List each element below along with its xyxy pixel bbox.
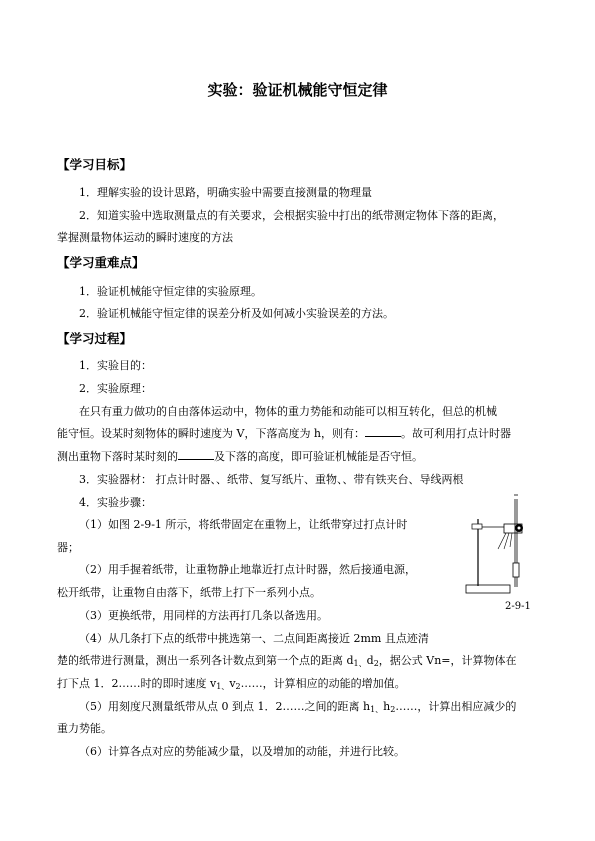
principle-line-3-text-a: 测出重物下落时某时刻的 [57, 450, 178, 463]
subscript: 2 [390, 705, 396, 714]
fill-blank-2 [178, 447, 214, 460]
step-1-line1: （1）如图 2-9-1 所示，将纸带固定在重物上，让纸带穿过打点计时 [79, 518, 408, 531]
step-4-line3-text-a: 打下点 1．2……时的即时速度 v [57, 677, 217, 690]
subscript: 2 [235, 682, 241, 691]
step-4-line2-text-a: 楚的纸带进行测量，测出一系列各计数点到第一个点的距离 d [57, 654, 354, 667]
step-6: （6）计算各点对应的势能减少量，以及增加的动能，并进行比较。 [79, 745, 405, 758]
process-item-1: 1．实验目的： [79, 359, 152, 372]
subscript: 1、 [370, 705, 384, 714]
figure-caption: 2-9-1 [505, 601, 531, 612]
subscript: 1、 [353, 659, 367, 668]
process-item-2: 2．实验原理： [79, 382, 152, 395]
subscript: 1、 [216, 682, 230, 691]
page-title: 实验：验证机械能守恒定律 [207, 81, 388, 99]
fill-blank-1 [365, 424, 401, 437]
principle-line-2-text-a: 能守恒。设某时刻物体的瞬时速度为 V，下落高度为 h，则有： [57, 427, 366, 440]
principle-line-3-text-b: 及下落的高度，即可验证机械能是否守恒。 [214, 450, 423, 463]
process-item-3: 3．实验器材： 打点计时器、、纸带、复写纸片、重物、、带有铁夹台、导线两根 [79, 473, 464, 486]
principle-line-3 [57, 446, 542, 469]
step-5-line1-text-a: （5）用刻度尺测量纸带从点 0 到点 1．2……之间的距离 h [79, 700, 371, 713]
step-1-line2: 器； [57, 541, 79, 554]
goal-item-1: 1．理解实验的设计思路，明确实验中需要直接测量的物理量 [79, 186, 372, 199]
experiment-apparatus-diagram [458, 491, 534, 599]
section-heading-key-points: 【学习重难点】 [57, 255, 145, 270]
step-4-line3-text-c: ……，计算相应的动能的增加值。 [240, 677, 406, 690]
principle-line-1: 在只有重力做功的自由落体运动中，物体的重力势能和动能可以相互转化，但总的机械 [79, 405, 497, 418]
key-point-item-2: 2．验证机械能守恒定律的误差分析及如何减小实验误差的方法。 [79, 307, 394, 320]
step-2-line1: （2）用手握着纸带，让重物静止地靠近打点计时器，然后接通电源， [79, 563, 416, 576]
step-4-line3-text-b: v [229, 677, 236, 690]
section-heading-goals: 【学习目标】 [57, 157, 133, 172]
step-5-line1-text-b: h [383, 700, 391, 713]
step-4-line2-text-c: ，据公式 Vn=，计算物体在 [378, 654, 517, 667]
step-4-line2-text-b: d [366, 654, 374, 667]
step-3: （3）更换纸带，用同样的方法再打几条以备选用。 [79, 609, 328, 622]
section-heading-process: 【学习过程】 [57, 331, 133, 346]
process-item-4: 4．实验步骤： [79, 496, 152, 509]
key-point-item-1: 1．验证机械能守恒定律的实验原理。 [79, 285, 262, 298]
step-2-line2: 松开纸带，让重物自由落下，纸带上打下一系列小点。 [57, 586, 321, 599]
principle-line-2 [57, 423, 542, 446]
step-4-line1: （4）从几条打下点的纸带中挑选第一、二点间距离接近 2mm 且点迹清 [79, 632, 429, 645]
step-4-line3 [57, 673, 542, 699]
step-5-line2: 重力势能。 [57, 722, 112, 735]
step-5-line1-text-c: ……，计算出相应减少的 [395, 700, 517, 713]
principle-line-2-text-b: 。故可利用打点计时器 [401, 427, 512, 440]
subscript: 2 [373, 659, 379, 668]
goal-item-2-line2: 掌握测量物体运动的瞬时速度的方法 [57, 231, 233, 244]
goal-item-2-line1: 2．知道实验中选取测量点的有关要求，会根据实验中打出的纸带测定物体下落的距离， [79, 209, 504, 222]
step-4-line2 [57, 650, 542, 676]
